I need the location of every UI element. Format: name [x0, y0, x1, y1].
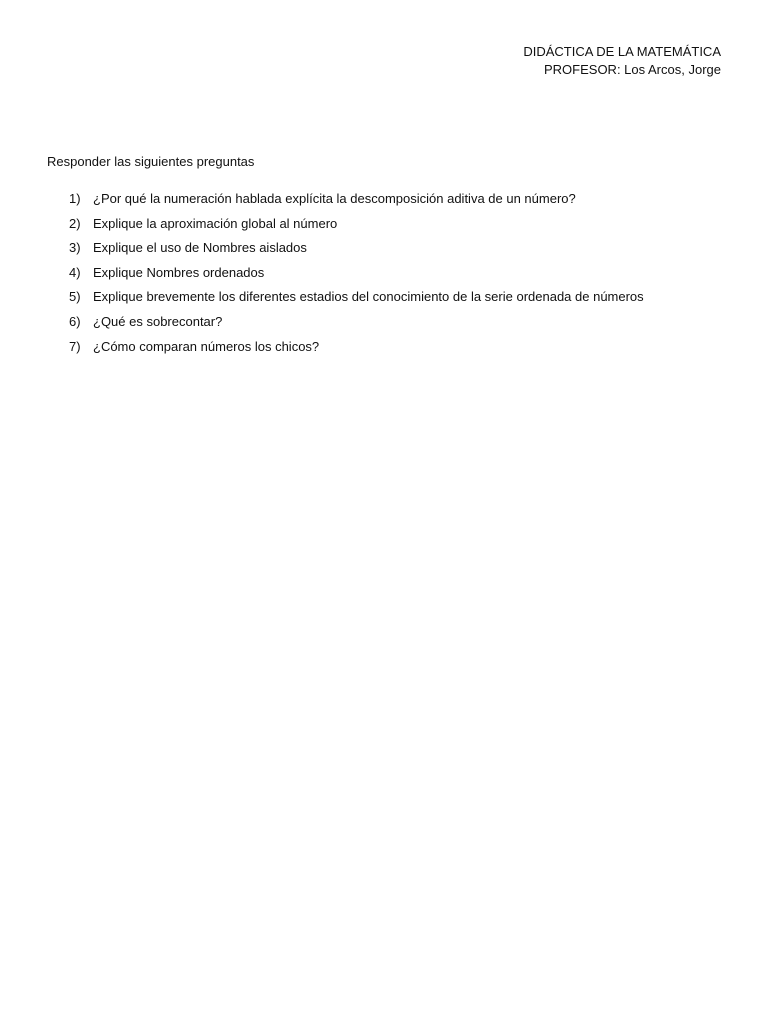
- questions-list: [47, 190, 644, 362]
- question-item: [47, 264, 644, 289]
- question-number: 4): [69, 264, 81, 280]
- question-text: Explique brevemente los diferentes estadios del conocimiento de la serie ordenada de números: [93, 289, 644, 305]
- instructions-text: Responder las siguientes preguntas: [47, 154, 255, 169]
- question-item: [47, 239, 644, 264]
- professor-name: PROFESOR: Los Arcos, Jorge: [543, 62, 721, 77]
- question-text: ¿Qué es sobrecontar?: [93, 313, 223, 329]
- question-text: ¿Cómo comparan números los chicos?: [93, 338, 320, 354]
- question-number: 1): [69, 191, 81, 206]
- question-number: 5): [69, 289, 81, 305]
- document-header: [523, 43, 721, 79]
- question-text: Explique el uso de Nombres aislados: [93, 240, 307, 256]
- question-item: [47, 215, 644, 240]
- question-item: [47, 313, 644, 338]
- question-item: [47, 190, 644, 215]
- question-text: ¿Por qué la numeración hablada explícita la descomposición aditiva de un número?: [93, 191, 576, 206]
- question-item: [47, 338, 644, 363]
- question-number: 3): [69, 240, 81, 256]
- question-number: 2): [69, 215, 81, 231]
- question-text: Explique la aproximación global al número: [93, 215, 338, 231]
- question-item: [47, 288, 644, 313]
- course-title: DIDÁCTICA DE LA MATEMÁTICA: [523, 44, 721, 59]
- question-number: 7): [69, 338, 81, 354]
- question-text: Explique Nombres ordenados: [93, 264, 265, 280]
- question-number: 6): [69, 313, 81, 329]
